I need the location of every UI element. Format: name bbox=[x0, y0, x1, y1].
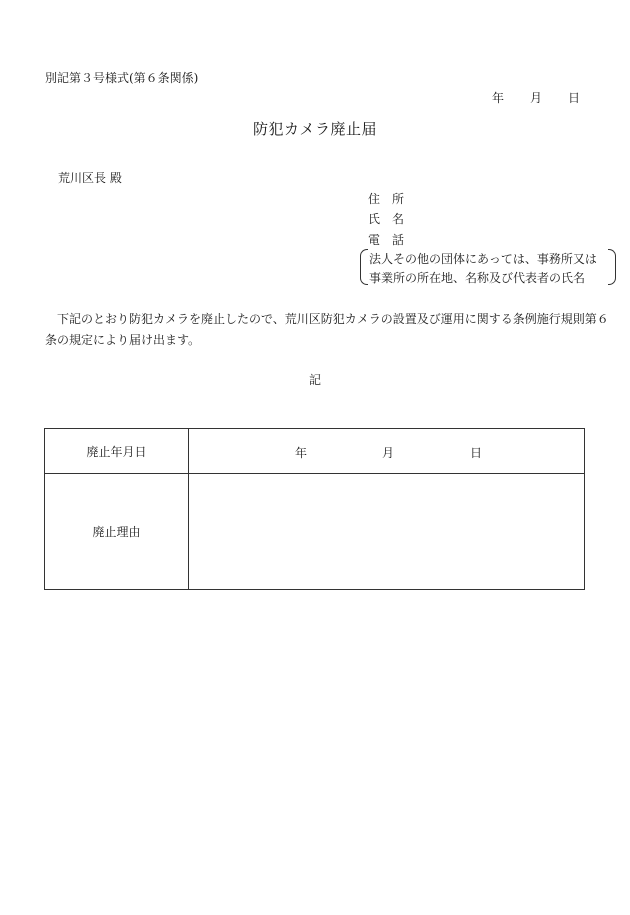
ki-heading: 記 bbox=[308, 373, 321, 387]
abolish-reason-label: 廃止理由 bbox=[45, 474, 189, 590]
applicant-name-label: 氏 名 bbox=[368, 212, 405, 226]
applicant-phone-label: 電 話 bbox=[368, 233, 405, 247]
corporate-note bbox=[360, 248, 616, 286]
right-bracket bbox=[608, 249, 616, 285]
submission-date bbox=[492, 89, 580, 106]
corporate-note-line: 事業所の所在地、名称及び代表者の氏名 bbox=[369, 271, 586, 285]
form-label: 別記第３号様式(第６条関係) bbox=[45, 71, 199, 85]
date-year-label: 年 bbox=[492, 91, 505, 105]
date-month-label: 月 bbox=[530, 91, 543, 105]
abolish-date-field[interactable] bbox=[189, 429, 585, 474]
applicant-address-label: 住 所 bbox=[368, 192, 405, 206]
details-table bbox=[44, 428, 585, 590]
abolish-day-label: 日 bbox=[470, 446, 483, 460]
date-day-label: 日 bbox=[568, 91, 581, 105]
abolish-date-label: 廃止年月日 bbox=[45, 429, 189, 474]
body-paragraph: 下記のとおり防犯カメラを廃止したので、荒川区防犯カメラの設置及び運用に関する条例施行規則第６条の規定により届け出ます。 bbox=[45, 312, 609, 347]
corporate-note-line: 法人その他の団体にあっては、事務所又は bbox=[369, 252, 597, 266]
left-bracket bbox=[360, 249, 368, 285]
abolish-month-label: 月 bbox=[382, 446, 395, 460]
abolish-year-label: 年 bbox=[295, 446, 308, 460]
table-row bbox=[45, 429, 585, 474]
addressee: 荒川区長 殿 bbox=[58, 171, 122, 185]
table-row bbox=[45, 474, 585, 590]
abolish-reason-field[interactable] bbox=[189, 474, 585, 590]
document-title: 防犯カメラ廃止届 bbox=[252, 120, 377, 138]
